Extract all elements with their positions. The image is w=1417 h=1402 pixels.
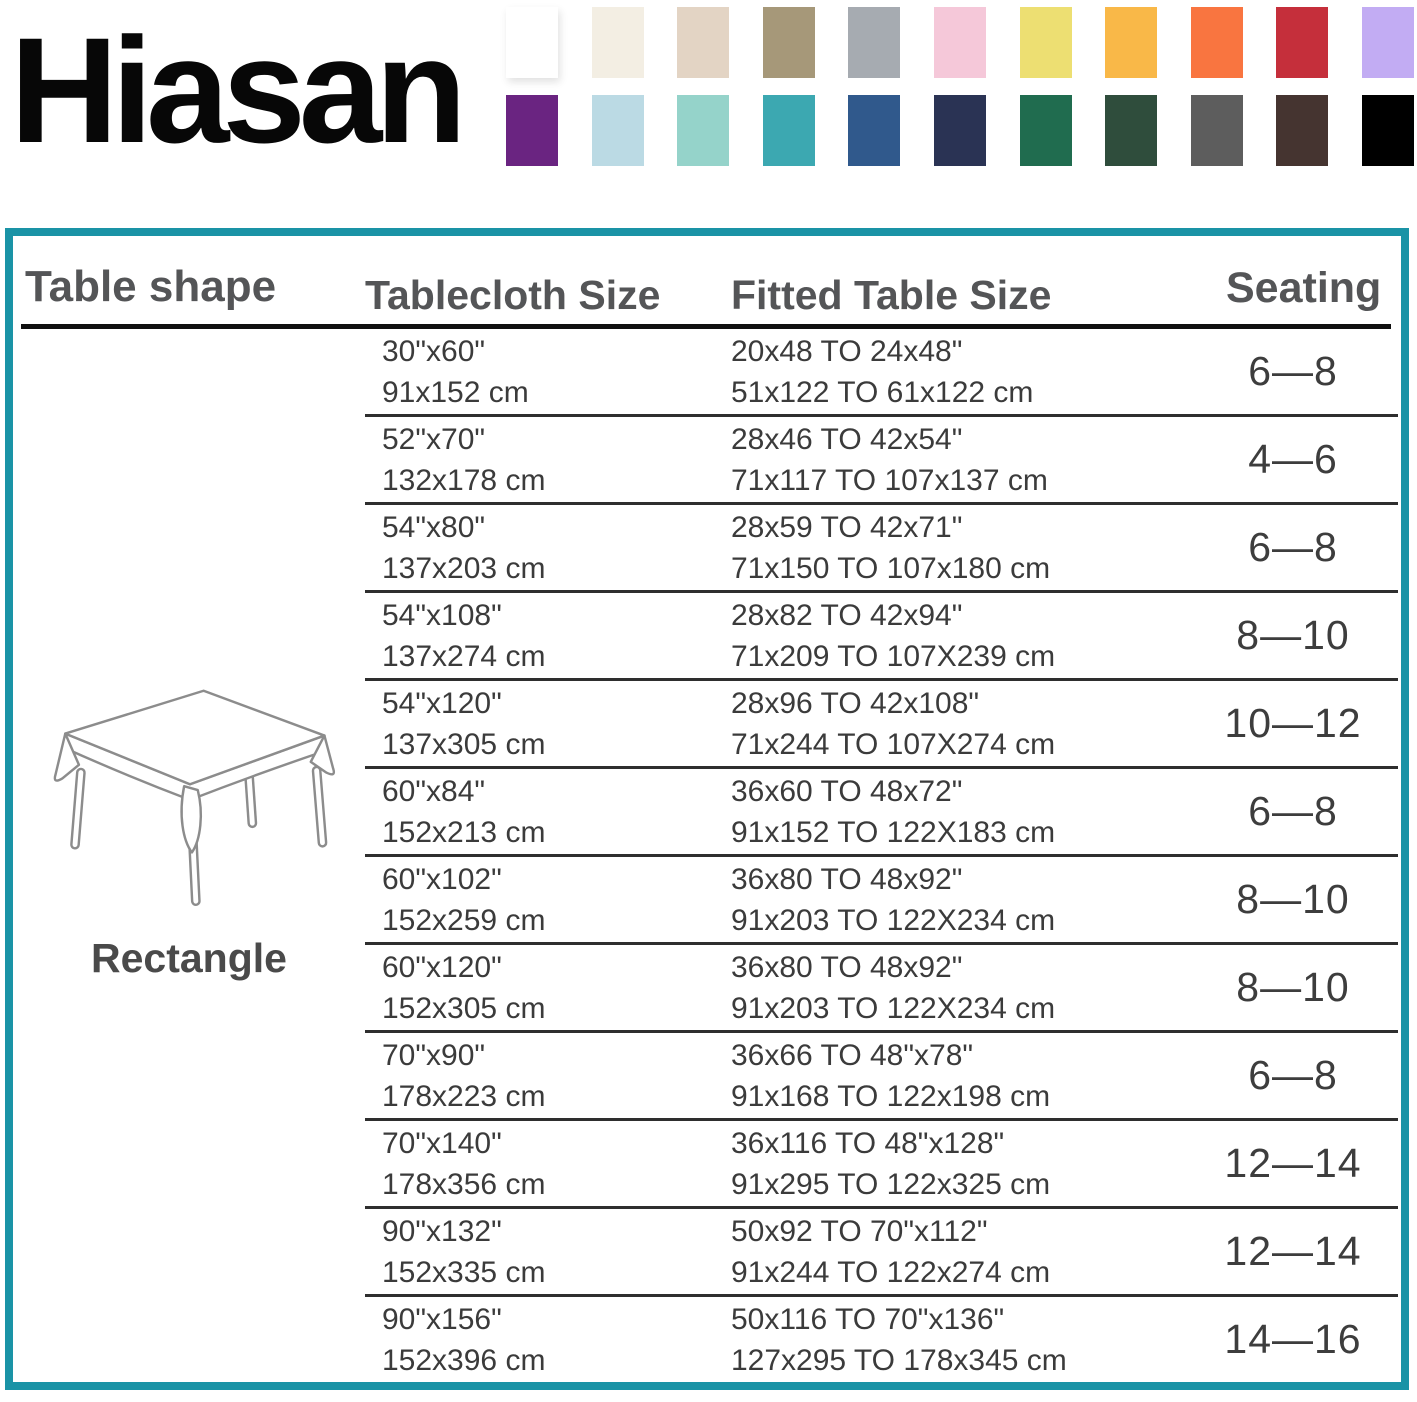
black-color-swatch: [1362, 95, 1414, 166]
tablecloth-size-cm: 137x274 cm: [382, 639, 546, 673]
tablecloth-size-cell: [365, 683, 731, 765]
fitted-size-cm: 91x203 TO 122X234 cm: [731, 903, 1056, 937]
seating-range: 8—10: [1236, 876, 1350, 922]
size-row: [365, 681, 1398, 769]
fitted-size-cm: 71x117 TO 107x137 cm: [731, 463, 1048, 497]
brand-logo: Hiasan: [10, 6, 460, 174]
fitted-size-inches: 36x80 TO 48x92": [731, 950, 963, 984]
tablecloth-size-cm: 137x203 cm: [382, 551, 546, 585]
size-row: [365, 593, 1398, 681]
tablecloth-size-cm: 152x305 cm: [382, 991, 546, 1025]
size-row: [365, 505, 1398, 593]
seating-range: 14—16: [1224, 1316, 1362, 1362]
size-row: [365, 1297, 1398, 1382]
fitted-table-size-cell: [731, 947, 1188, 1029]
pink-color-swatch: [934, 7, 986, 78]
tablecloth-size-inches: 54"x108": [382, 598, 502, 632]
fitted-size-cm: 91x152 TO 122X183 cm: [731, 815, 1056, 849]
fitted-table-size-cell: [731, 419, 1188, 501]
tablecloth-size-cell: [365, 507, 731, 589]
tablecloth-size-cell: [365, 419, 731, 501]
fitted-table-size-cell: [731, 595, 1188, 677]
blue-color-swatch: [848, 95, 900, 166]
tablecloth-size-inches: 54"x120": [382, 686, 502, 720]
tablecloth-size-cm: 152x335 cm: [382, 1255, 546, 1289]
tablecloth-size-cell: [365, 771, 731, 853]
size-row: [365, 1209, 1398, 1297]
fitted-table-size-cell: [731, 1211, 1188, 1293]
aqua-color-swatch: [677, 95, 729, 166]
tablecloth-size-cm: 152x259 cm: [382, 903, 546, 937]
fitted-size-cm: 91x295 TO 122x325 cm: [731, 1167, 1051, 1201]
navy-color-swatch: [934, 95, 986, 166]
seating-range: 6—8: [1248, 1052, 1338, 1098]
tablecloth-size-cell: [365, 1211, 731, 1293]
tablecloth-size-cm: 152x213 cm: [382, 815, 546, 849]
fitted-table-size-cell: [731, 1123, 1188, 1205]
tablecloth-size-inches: 52"x70": [382, 422, 486, 456]
red-color-swatch: [1276, 7, 1328, 78]
tablecloth-size-cell: [365, 947, 731, 1029]
fitted-size-inches: 28x46 TO 42x54": [731, 422, 963, 456]
fitted-size-inches: 50x92 TO 70"x112": [731, 1214, 988, 1248]
color-swatch-palette: [506, 7, 1414, 166]
tablecloth-size-inches: 90"x156": [382, 1302, 502, 1336]
tablecloth-size-cm: 137x305 cm: [382, 727, 546, 761]
seating-range: 12—14: [1224, 1228, 1362, 1274]
seating-range: 6—8: [1248, 348, 1338, 394]
column-header-fitted-table-size: Fitted Table Size: [731, 272, 1052, 318]
tablecloth-size-inches: 60"x84": [382, 774, 486, 808]
swatch-row-2: [506, 95, 1414, 166]
seating-range: 8—10: [1236, 964, 1350, 1010]
fitted-table-size-cell: [731, 683, 1188, 765]
gold-color-swatch: [1105, 7, 1157, 78]
purple-color-swatch: [506, 95, 558, 166]
tablecloth-size-inches: 30"x60": [382, 334, 486, 368]
column-header-seating: Seating: [1226, 264, 1382, 312]
fitted-size-cm: 127x295 TO 178x345 cm: [731, 1343, 1067, 1377]
table-shape-column: [13, 329, 365, 1382]
tablecloth-size-cm: 152x396 cm: [382, 1343, 546, 1377]
tablecloth-size-cm: 132x178 cm: [382, 463, 546, 497]
fitted-size-cm: 71x150 TO 107x180 cm: [731, 551, 1051, 585]
swatch-row-1: [506, 7, 1414, 78]
seating-range: 6—8: [1248, 788, 1338, 834]
white-color-swatch: [506, 7, 558, 78]
fitted-size-inches: 20x48 TO 24x48": [731, 334, 963, 368]
fitted-size-cm: 91x244 TO 122x274 cm: [731, 1255, 1051, 1289]
size-row: [365, 1033, 1398, 1121]
size-row: [365, 769, 1398, 857]
dark-grey-color-swatch: [1191, 95, 1243, 166]
fitted-size-inches: 36x80 TO 48x92": [731, 862, 963, 896]
fitted-size-inches: 50x116 TO 70"x136": [731, 1302, 1005, 1336]
seating-range: 6—8: [1248, 524, 1338, 570]
seating-range: 10—12: [1224, 700, 1362, 746]
rectangle-table-illustration: [38, 677, 340, 911]
teal-color-swatch: [763, 95, 815, 166]
tablecloth-size-inches: 70"x140": [382, 1126, 502, 1160]
fitted-table-size-cell: [731, 859, 1188, 941]
size-row: [365, 857, 1398, 945]
grey-color-swatch: [848, 7, 900, 78]
ivory-color-swatch: [592, 7, 644, 78]
tablecloth-size-cell: [365, 595, 731, 677]
tablecloth-size-cm: 91x152 cm: [382, 375, 529, 409]
tablecloth-size-cell: [365, 859, 731, 941]
tablecloth-size-cell: [365, 1123, 731, 1205]
fitted-size-inches: 36x66 TO 48"x78": [731, 1038, 974, 1072]
light-blue-color-swatch: [592, 95, 644, 166]
fitted-table-size-cell: [731, 1035, 1188, 1117]
tablecloth-size-cell: [365, 331, 731, 413]
lavender-color-swatch: [1362, 7, 1414, 78]
tablecloth-size-inches: 60"x102": [382, 862, 502, 896]
beige-color-swatch: [677, 7, 729, 78]
fitted-table-size-cell: [731, 331, 1188, 413]
tablecloth-size-cm: 178x223 cm: [382, 1079, 546, 1113]
tablecloth-size-inches: 54"x80": [382, 510, 486, 544]
seating-range: 4—6: [1248, 436, 1338, 482]
shape-label: Rectangle: [91, 935, 287, 981]
fitted-table-size-cell: [731, 771, 1188, 853]
fitted-table-size-cell: [731, 507, 1188, 589]
size-row: [365, 417, 1398, 505]
fitted-size-cm: 71x244 TO 107X274 cm: [731, 727, 1056, 761]
size-row: [365, 329, 1398, 417]
tablecloth-size-cm: 178x356 cm: [382, 1167, 546, 1201]
yellow-color-swatch: [1020, 7, 1072, 78]
hunter-green-color-swatch: [1105, 95, 1157, 166]
fitted-size-cm: 71x209 TO 107X239 cm: [731, 639, 1056, 673]
fitted-size-inches: 28x59 TO 42x71": [731, 510, 963, 544]
fitted-size-cm: 51x122 TO 61x122 cm: [731, 375, 1034, 409]
size-row: [365, 945, 1398, 1033]
tablecloth-size-inches: 70"x90": [382, 1038, 486, 1072]
tablecloth-size-inches: 60"x120": [382, 950, 502, 984]
fitted-size-inches: 28x82 TO 42x94": [731, 598, 963, 632]
column-header-table-shape: Table shape: [25, 262, 277, 311]
seating-range: 12—14: [1224, 1140, 1362, 1186]
fitted-size-inches: 28x96 TO 42x108": [731, 686, 980, 720]
chocolate-color-swatch: [1276, 95, 1328, 166]
fitted-size-cm: 91x203 TO 122X234 cm: [731, 991, 1056, 1025]
orange-color-swatch: [1191, 7, 1243, 78]
green-color-swatch: [1020, 95, 1072, 166]
tablecloth-size-cell: [365, 1035, 731, 1117]
size-row: [365, 1121, 1398, 1209]
fitted-table-size-cell: [731, 1299, 1188, 1381]
tablecloth-size-inches: 90"x132": [382, 1214, 502, 1248]
seating-range: 8—10: [1236, 612, 1350, 658]
fitted-size-inches: 36x116 TO 48"x128": [731, 1126, 1005, 1160]
column-header-tablecloth-size: Tablecloth Size: [365, 272, 661, 318]
fitted-size-cm: 91x168 TO 122x198 cm: [731, 1079, 1051, 1113]
size-chart: [5, 228, 1409, 1390]
khaki-color-swatch: [763, 7, 815, 78]
size-rows: [365, 329, 1398, 1382]
tablecloth-size-cell: [365, 1299, 731, 1381]
fitted-size-inches: 36x60 TO 48x72": [731, 774, 963, 808]
